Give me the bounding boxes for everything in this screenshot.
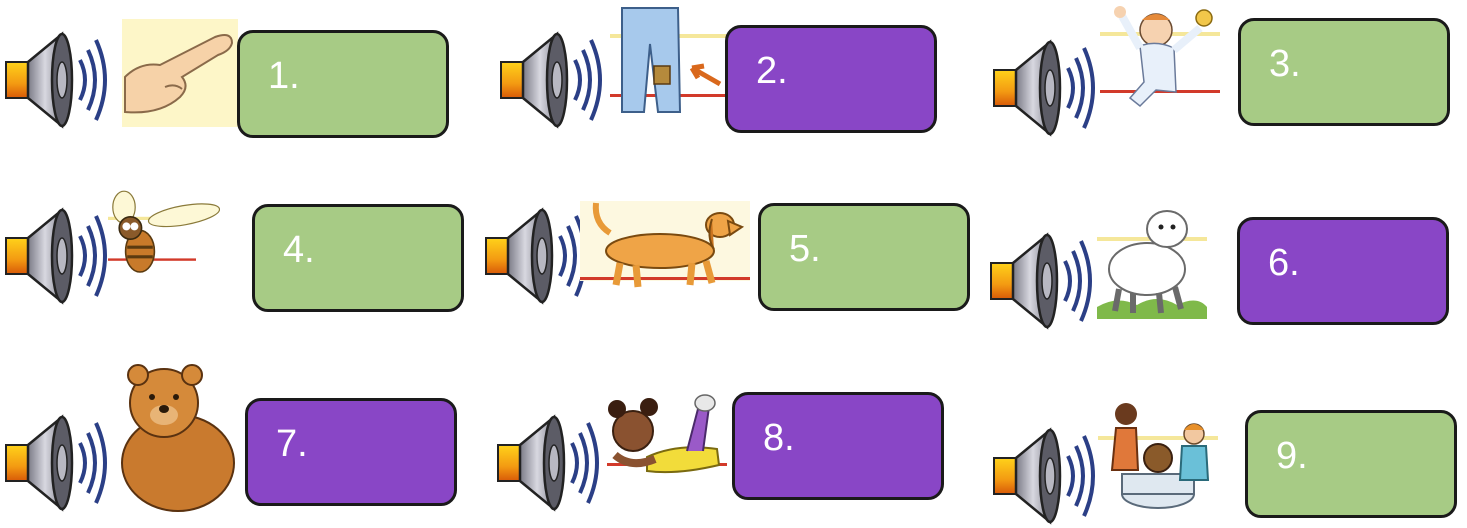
item-number: 6.: [1268, 242, 1300, 284]
speaker-icon[interactable]: [480, 198, 595, 308]
answer-box-9[interactable]: [1245, 410, 1457, 518]
exercise-item-4: [0, 188, 470, 313]
item-number: 9.: [1276, 435, 1308, 477]
speaker-icon[interactable]: [988, 418, 1103, 528]
bee-icon: [100, 180, 220, 292]
exercise-item-8: [492, 395, 962, 520]
pointing-finger-icon: [120, 17, 240, 129]
baby-rattle-icon: [1100, 2, 1220, 114]
answer-box-2[interactable]: [725, 25, 937, 133]
item-number: 2.: [756, 50, 788, 92]
jeans-patch-icon: [610, 4, 730, 116]
exercise-item-2: [495, 12, 965, 137]
item-number: 5.: [789, 228, 821, 270]
answer-box-5[interactable]: [758, 203, 970, 311]
answer-box-4[interactable]: [252, 204, 464, 312]
speaker-icon[interactable]: [495, 22, 610, 132]
answer-box-6[interactable]: [1237, 217, 1449, 325]
speaker-icon[interactable]: [0, 405, 115, 515]
children-washing-dog-icon: [1098, 400, 1218, 512]
speaker-icon[interactable]: [988, 30, 1103, 140]
item-number: 7.: [276, 423, 308, 465]
item-number: 3.: [1269, 43, 1301, 85]
answer-box-3[interactable]: [1238, 18, 1450, 126]
speaker-icon[interactable]: [985, 223, 1100, 333]
speaker-icon[interactable]: [492, 405, 607, 515]
item-number: 8.: [763, 417, 795, 459]
item-number: 4.: [283, 229, 315, 271]
bear-icon: [116, 353, 236, 513]
exercise-item-7: [0, 395, 470, 520]
answer-box-7[interactable]: [245, 398, 457, 506]
exercise-item-5: [480, 188, 950, 313]
speaker-icon[interactable]: [0, 198, 115, 308]
girl-lying-icon: [607, 385, 727, 497]
speaker-icon[interactable]: [0, 22, 115, 132]
item-number: 1.: [268, 55, 300, 97]
answer-box-1[interactable]: [237, 30, 449, 138]
exercise-item-3: [988, 12, 1458, 137]
answer-box-8[interactable]: [732, 392, 944, 500]
exercise-item-1: [0, 12, 470, 137]
lamb-icon: [1097, 207, 1217, 319]
dachshund-dog-icon: [580, 193, 755, 305]
exercise-item-6: [985, 205, 1455, 330]
exercise-item-9: [988, 400, 1458, 525]
